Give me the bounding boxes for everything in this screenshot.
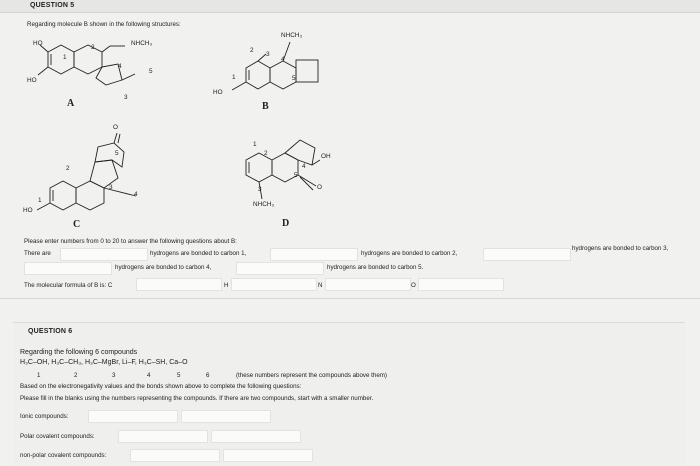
molecule-b-carbon-3: 3 <box>266 51 270 58</box>
there-are-label: There are <box>24 250 51 257</box>
formula-carbon-count-input[interactable] <box>136 278 222 291</box>
molecule-d-carbon-3: 3 <box>258 186 262 193</box>
carbon-2-label: hydrogens are bonded to carbon 2, <box>361 250 458 257</box>
compound-number-4: 4 <box>147 372 151 379</box>
molecule-d-letter: D <box>282 218 290 229</box>
compound-number-5: 5 <box>177 372 181 379</box>
molecule-c-structure <box>37 133 136 210</box>
fill-in-instruction: Please fill in the blanks using the numbers representing the compounds. If there are two compounds, start with a smaller number. <box>20 395 374 402</box>
molecule-b-ho-label: HO <box>213 89 223 96</box>
numbers-note: (these numbers represent the compounds above them) <box>236 372 387 379</box>
molecule-c-carbon-2: 2 <box>66 165 70 172</box>
molecule-d-carbon-2: 2 <box>264 150 268 157</box>
compound-number-3: 3 <box>112 372 116 379</box>
question-divider <box>0 298 700 299</box>
ionic-second-input[interactable] <box>181 410 271 423</box>
question-5-prompt: Regarding molecule B shown in the following structures: <box>27 21 181 28</box>
question-5-instruction: Please enter numbers from 0 to 20 to answer the following questions about B: <box>24 238 237 245</box>
carbon-5-label: hydrogens are bonded to carbon 5. <box>327 264 424 271</box>
formula-oxygen-count-input[interactable] <box>418 278 504 291</box>
based-on-text: Based on the electronegativity values and the bonds shown above to complete the following questions: <box>20 383 302 390</box>
molecule-b-carbon-4: 4 <box>281 56 285 63</box>
molecule-a-carbon-4: 4 <box>118 63 122 70</box>
question-6-title: QUESTION 6 <box>28 328 73 335</box>
molecule-d-ketone-o-label: O <box>317 184 322 191</box>
molecule-c-letter: C <box>73 219 81 230</box>
carbon-4-label: hydrogens are bonded to carbon 4, <box>115 264 212 271</box>
molecule-a-carbon-1: 1 <box>63 54 67 61</box>
nonpolar-first-input[interactable] <box>130 449 220 462</box>
molecule-b-letter: B <box>262 101 269 112</box>
carbon-4-hydrogen-input[interactable] <box>24 262 112 275</box>
carbon-2-hydrogen-input[interactable] <box>270 248 358 261</box>
formula-n-label: N <box>318 282 323 289</box>
molecule-d-nhch3-label: NHCH₃ <box>253 201 275 208</box>
molecule-a-carbon-2: 2 <box>91 44 95 51</box>
molecule-c-ho-label: HO <box>23 207 33 214</box>
question-6-intro: Regarding the following 6 compounds <box>20 349 138 356</box>
molecule-d-carbon-4: 4 <box>302 163 306 170</box>
compound-list: H₃C–OH, H₃C–CH₃, H₃C–MgBr, Li–F, H₃C–SH, Ca–O <box>20 359 188 366</box>
molecule-d-carbon-1: 1 <box>253 141 257 148</box>
molecule-c-ketone-o-label: O <box>113 124 118 131</box>
carbon-3-hydrogen-input[interactable] <box>483 248 571 261</box>
molecule-c-carbon-5: 5 <box>115 150 119 157</box>
molecule-b-carbon-1: 1 <box>232 74 236 81</box>
compound-number-2: 2 <box>74 372 78 379</box>
formula-nitrogen-count-input[interactable] <box>325 278 411 291</box>
polar-second-input[interactable] <box>211 430 301 443</box>
polar-first-input[interactable] <box>118 430 208 443</box>
molecule-d-carbon-5: 5 <box>294 172 298 179</box>
molecule-b-carbon-5: 5 <box>292 75 296 82</box>
ionic-first-input[interactable] <box>88 410 178 423</box>
carbon-1-hydrogen-input[interactable] <box>60 248 148 261</box>
molecule-a-nhch3-label: NHCH₃ <box>131 40 153 47</box>
formula-hydrogen-count-input[interactable] <box>231 278 317 291</box>
molecule-b-carbon-2: 2 <box>250 47 254 54</box>
ionic-compounds-label: Ionic compounds: <box>20 413 69 420</box>
molecule-c-carbon-1: 1 <box>38 197 42 204</box>
molecule-b-nhch3-label: NHCH₃ <box>281 32 303 39</box>
compound-number-1: 1 <box>37 372 41 379</box>
molecule-a-carbon-5: 5 <box>149 68 153 75</box>
molecule-a-ho-left-label: HO <box>27 77 37 84</box>
compound-number-6: 6 <box>206 372 210 379</box>
carbon-1-label: hydrogens are bonded to carbon 1, <box>150 250 247 257</box>
molecule-c-carbon-4: 4 <box>134 191 138 198</box>
formula-h-label: H <box>224 282 229 289</box>
nonpolar-covalent-label: non-polar covalent compounds: <box>20 452 107 459</box>
question-5-title: QUESTION 5 <box>30 2 75 9</box>
molecule-a-carbon-3: 3 <box>124 94 128 101</box>
formula-o-label: O <box>411 282 416 289</box>
molecule-c-carbon-3: 3 <box>109 184 113 191</box>
molecule-d-oh-label: OH <box>321 153 331 160</box>
molecular-formula-label: The molecular formula of B is: C <box>24 282 113 289</box>
molecule-b-structure <box>232 42 318 90</box>
polar-covalent-label: Polar covalent compounds: <box>20 433 95 440</box>
nonpolar-second-input[interactable] <box>223 449 313 462</box>
molecule-a-ho-top-label: HO <box>33 40 43 47</box>
molecule-a-letter: A <box>67 98 75 109</box>
question-6-panel <box>13 322 685 466</box>
carbon-5-hydrogen-input[interactable] <box>236 262 324 275</box>
carbon-3-label: hydrogens are bonded to carbon 3, <box>572 245 669 252</box>
